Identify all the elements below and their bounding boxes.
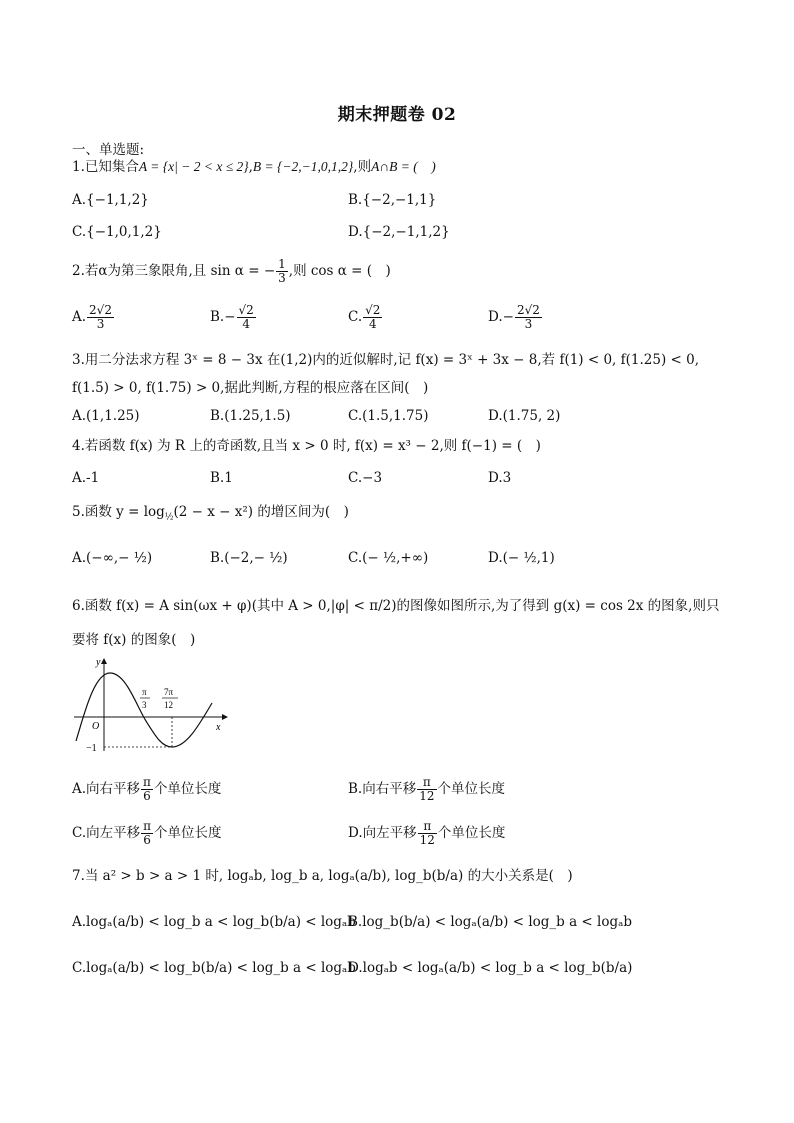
q1-option-a[interactable]: A.{−1,1,2} bbox=[72, 192, 149, 208]
x-axis-arrow-icon bbox=[222, 714, 228, 720]
q1-option-d[interactable]: D.{−2,−1,1,2} bbox=[348, 224, 450, 240]
q1-stem-post: ,则 bbox=[353, 159, 372, 175]
q6-option-a[interactable]: A.向右平移 $\frac{\pi}{6}$ 个单位长度 bbox=[72, 775, 222, 803]
q7-option-c[interactable]: C.logₐ(a/b) < log_b(b/a) < log_b a < logₐb bbox=[72, 960, 356, 976]
question-5-stem: 5.函数 $y = \log_{\frac{1}{2}}(2 - x - x^2)$ 的增区间为( ) bbox=[72, 504, 349, 523]
question-3-line-2: f(1.5) > 0, f(1.75) > 0,据此判断,方程的根应落在区间( ) bbox=[72, 380, 429, 396]
q3-option-d[interactable]: D.(1.75, 2) bbox=[488, 408, 561, 424]
question-6-line-2: 要将 f(x) 的图象( ) bbox=[72, 632, 196, 648]
sine-curve bbox=[76, 673, 212, 747]
q2-option-c[interactable]: C. $\frac{√2}{4}$ bbox=[348, 303, 381, 331]
origin-label: O bbox=[92, 721, 100, 732]
q2-option-d[interactable]: D.− $\frac{2√2}{3}$ bbox=[488, 303, 540, 331]
q2-stem-post: ,则 cos α = ( ) bbox=[288, 263, 391, 279]
q4-option-c[interactable]: C.−3 bbox=[348, 470, 383, 486]
tick-pi-3-den: 3 bbox=[142, 700, 147, 710]
q2-stem: 2.若α为第三象限角,且 sin α = − bbox=[72, 263, 276, 279]
q4-option-b[interactable]: B.1 bbox=[210, 470, 233, 486]
page-title: 期末押题卷 02 bbox=[337, 105, 457, 125]
q2-option-b[interactable]: B.− $\frac{√2}{4}$ bbox=[210, 303, 254, 331]
q7-option-b[interactable]: B.log_b(b/a) < logₐ(a/b) < log_b a < logₐb bbox=[348, 914, 632, 930]
q4-option-d[interactable]: D.3 bbox=[488, 470, 512, 486]
q4-option-a[interactable]: A.-1 bbox=[72, 470, 100, 486]
question-1-stem: 1.已知集合A = {x| − 2 < x ≤ 2},B = {−2,−1,0,1,2},则A∩B = ( ) bbox=[72, 159, 436, 175]
q1-ask: A∩B = ( ) bbox=[371, 159, 436, 174]
question-2-stem bbox=[72, 258, 391, 285]
q7-option-a[interactable]: A.logₐ(a/b) < log_b a < log_b(b/a) < logₐb bbox=[72, 914, 356, 930]
y-axis-label: y bbox=[96, 657, 101, 668]
q6-option-d[interactable]: D.向左平移 $\frac{\pi}{12}$ 个单位长度 bbox=[348, 819, 506, 847]
q3-option-a[interactable]: A.(1,1.25) bbox=[72, 408, 140, 424]
q6-option-c[interactable]: C.向左平移 $\frac{\pi}{6}$ 个单位长度 bbox=[72, 819, 222, 847]
question-4-stem: 4.若函数 f(x) 为 R 上的奇函数,且当 x > 0 时, f(x) = x³ − 2,则 f(−1) = ( ) bbox=[72, 438, 541, 454]
tick-pi-3-num: π bbox=[142, 687, 147, 697]
q5-option-b[interactable]: B.(−2,− ½) bbox=[210, 550, 288, 566]
tick-7pi-12-num: 7π bbox=[164, 687, 174, 697]
q3-option-c[interactable]: C.(1.5,1.75) bbox=[348, 408, 429, 424]
question-7-stem: 7.当 a² > b > a > 1 时, logₐb, log_b a, logₐ(a/b), log_b(b/a) 的大小关系是( ) bbox=[72, 868, 573, 884]
section-heading: 一、单选题: bbox=[72, 142, 145, 158]
q2-option-a[interactable]: A. $\frac{2√2}{3}$ bbox=[72, 303, 112, 331]
q1-stem-pre: 1.已知集合 bbox=[72, 159, 139, 175]
q5-option-d[interactable]: D.(− ½,1) bbox=[488, 550, 555, 566]
min-value-label: −1 bbox=[86, 743, 97, 754]
q5-option-a[interactable]: A.(−∞,− ½) bbox=[72, 550, 153, 566]
q1-set-a: A = {x| − 2 < x ≤ 2} bbox=[138, 159, 249, 174]
q5-log-base: ½ bbox=[164, 512, 174, 523]
q1-set-b: B = {−2,−1,0,1,2} bbox=[252, 159, 354, 174]
y-axis-arrow-icon bbox=[101, 658, 107, 664]
q6-option-b[interactable]: B.向右平移 $\frac{\pi}{12}$ 个单位长度 bbox=[348, 775, 505, 803]
question-6-line-1: 6.函数 f(x) = A sin(ωx + φ)(其中 A > 0,|φ| < π/2)的图像如图所示,为了得到 g(x) = cos 2x 的图象,则只 bbox=[72, 598, 720, 614]
q1-option-c[interactable]: C.{−1,0,1,2} bbox=[72, 224, 162, 240]
q5-option-c[interactable]: C.(− ½,+∞) bbox=[348, 550, 429, 566]
q2-fraction: $\frac{1}{3}$ bbox=[278, 257, 286, 285]
question-3-line-1: 3.用二分法求方程 3ˣ = 8 − 3x 在(1,2)内的近似解时,记 f(x) = 3ˣ + 3x − 8,若 f(1) < 0, f(1.25) < 0, bbox=[72, 352, 699, 368]
sine-graph bbox=[70, 655, 230, 755]
q7-option-d[interactable]: D.logₐb < logₐ(a/b) < log_b a < log_b(b/a) bbox=[348, 960, 633, 976]
x-axis-label: x bbox=[216, 722, 221, 733]
q3-option-b[interactable]: B.(1.25,1.5) bbox=[210, 408, 291, 424]
tick-7pi-12-den: 12 bbox=[164, 700, 173, 710]
q1-option-b[interactable]: B.{−2,−1,1} bbox=[348, 192, 437, 208]
